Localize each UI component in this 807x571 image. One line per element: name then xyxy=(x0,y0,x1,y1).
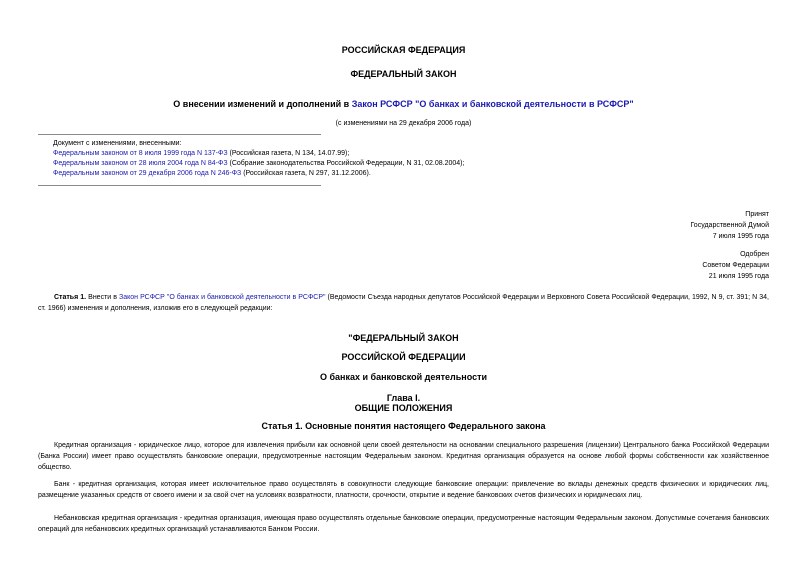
adoption-accepted xyxy=(690,209,769,242)
amendment-source: (Российская газета, N 134, 14.07.99); xyxy=(227,150,350,157)
article-1-label: Статья 1. xyxy=(54,294,87,301)
law-title-prefix: О внесении изменений и дополнений в xyxy=(173,99,352,109)
law-title-link[interactable]: Закон РСФСР "О банках и банковской деятельности в РСФСР" xyxy=(351,99,634,109)
accepted-by: Государственной Думой xyxy=(690,222,769,229)
amendment-source: (Российская газета, N 297, 31.12.2006). xyxy=(241,170,371,177)
amendment-item xyxy=(53,160,464,167)
body-paragraph: Банк - кредитная организация, которая имеет исключительное право осуществлять в совокупности следующие банковские операции: привлечение во вклады денежных средств физических и юридических лиц, размещение указанных средств от своего имени и за свой счет на условиях возвратности, платности, срочности, открытие и ведение банковских счетов физических и юридических лиц. xyxy=(38,481,769,499)
amendment-source: (Собрание законодательства Российской Федерации, N 31, 02.08.2004); xyxy=(227,160,465,167)
article-1-link[interactable]: Закон РСФСР "О банках и банковской деятельности в РСФСР" xyxy=(119,294,326,301)
amendment-item xyxy=(53,150,349,157)
doc-type-heading: ФЕДЕРАЛЬНЫЙ ЗАКОН xyxy=(350,69,457,79)
accepted-date: 7 июля 1995 года xyxy=(712,233,769,240)
article-1-text-after: (Ведомости Съезда народных депутатов Российской Федерации и Верховного Совета Российской Федерации, 1992, N 9, ст. 391; N 34, ст. 1966) изменения и дополнения, изложив его в следующей редакции: xyxy=(38,294,769,312)
amendment-item xyxy=(53,170,371,177)
amendment-link[interactable]: Федеральным законом от 28 июля 2004 года N 84-ФЗ xyxy=(53,160,228,167)
article-1-text-before: Внести в xyxy=(86,294,120,301)
approved-by: Советом Федерации xyxy=(702,262,769,269)
chapter-title: ОБЩИЕ ПОЛОЖЕНИЯ xyxy=(354,403,453,413)
embedded-country: РОССИЙСКОЙ ФЕДЕРАЦИИ xyxy=(341,352,466,362)
divider-bottom xyxy=(38,185,321,186)
amendment-link[interactable]: Федеральным законом от 29 декабря 2006 года N 246-ФЗ xyxy=(53,170,242,177)
country-heading: РОССИЙСКАЯ ФЕДЕРАЦИЯ xyxy=(341,45,466,55)
law-title xyxy=(0,99,807,109)
amendment-link[interactable]: Федеральным законом от 8 июля 1999 года N 137-ФЗ xyxy=(53,150,228,157)
amendments-intro: Документ с изменениями, внесенными: xyxy=(53,140,182,147)
approved-date: 21 июля 1995 года xyxy=(708,273,769,280)
accepted-label: Принят xyxy=(745,211,769,218)
approved-label: Одобрен xyxy=(740,251,769,258)
body-paragraph: Кредитная организация - юридическое лицо, которое для извлечения прибыли как основной цели своей деятельности на основании специального разрешения (лицензии) Центрального банка Российской Федерации (Банка России) имеет право осуществлять банковские операции, предусмотренные настоящим Федеральным законом. Кредитная организация образуется на основе любой формы собственности как хозяйственное общество. xyxy=(38,442,769,471)
divider-top xyxy=(38,134,321,135)
adoption-approved xyxy=(702,249,769,282)
article-1-paragraph xyxy=(38,292,769,314)
article-title: Статья 1. Основные понятия настоящего Федерального закона xyxy=(261,421,546,431)
embedded-title: О банках и банковской деятельности xyxy=(319,372,488,382)
revision-note: (с изменениями на 29 декабря 2006 года) xyxy=(335,120,472,127)
chapter-number: Глава I. xyxy=(386,393,421,403)
body-paragraph: Небанковская кредитная организация - кредитная организация, имеющая право осуществлять отдельные банковские операции, предусмотренные настоящим Федеральным законом. Допустимые сочетания банковских операций для небанковских кредитных организаций устанавливаются Банком России. xyxy=(38,515,769,533)
embedded-doc-type: "ФЕДЕРАЛЬНЫЙ ЗАКОН xyxy=(348,333,459,343)
